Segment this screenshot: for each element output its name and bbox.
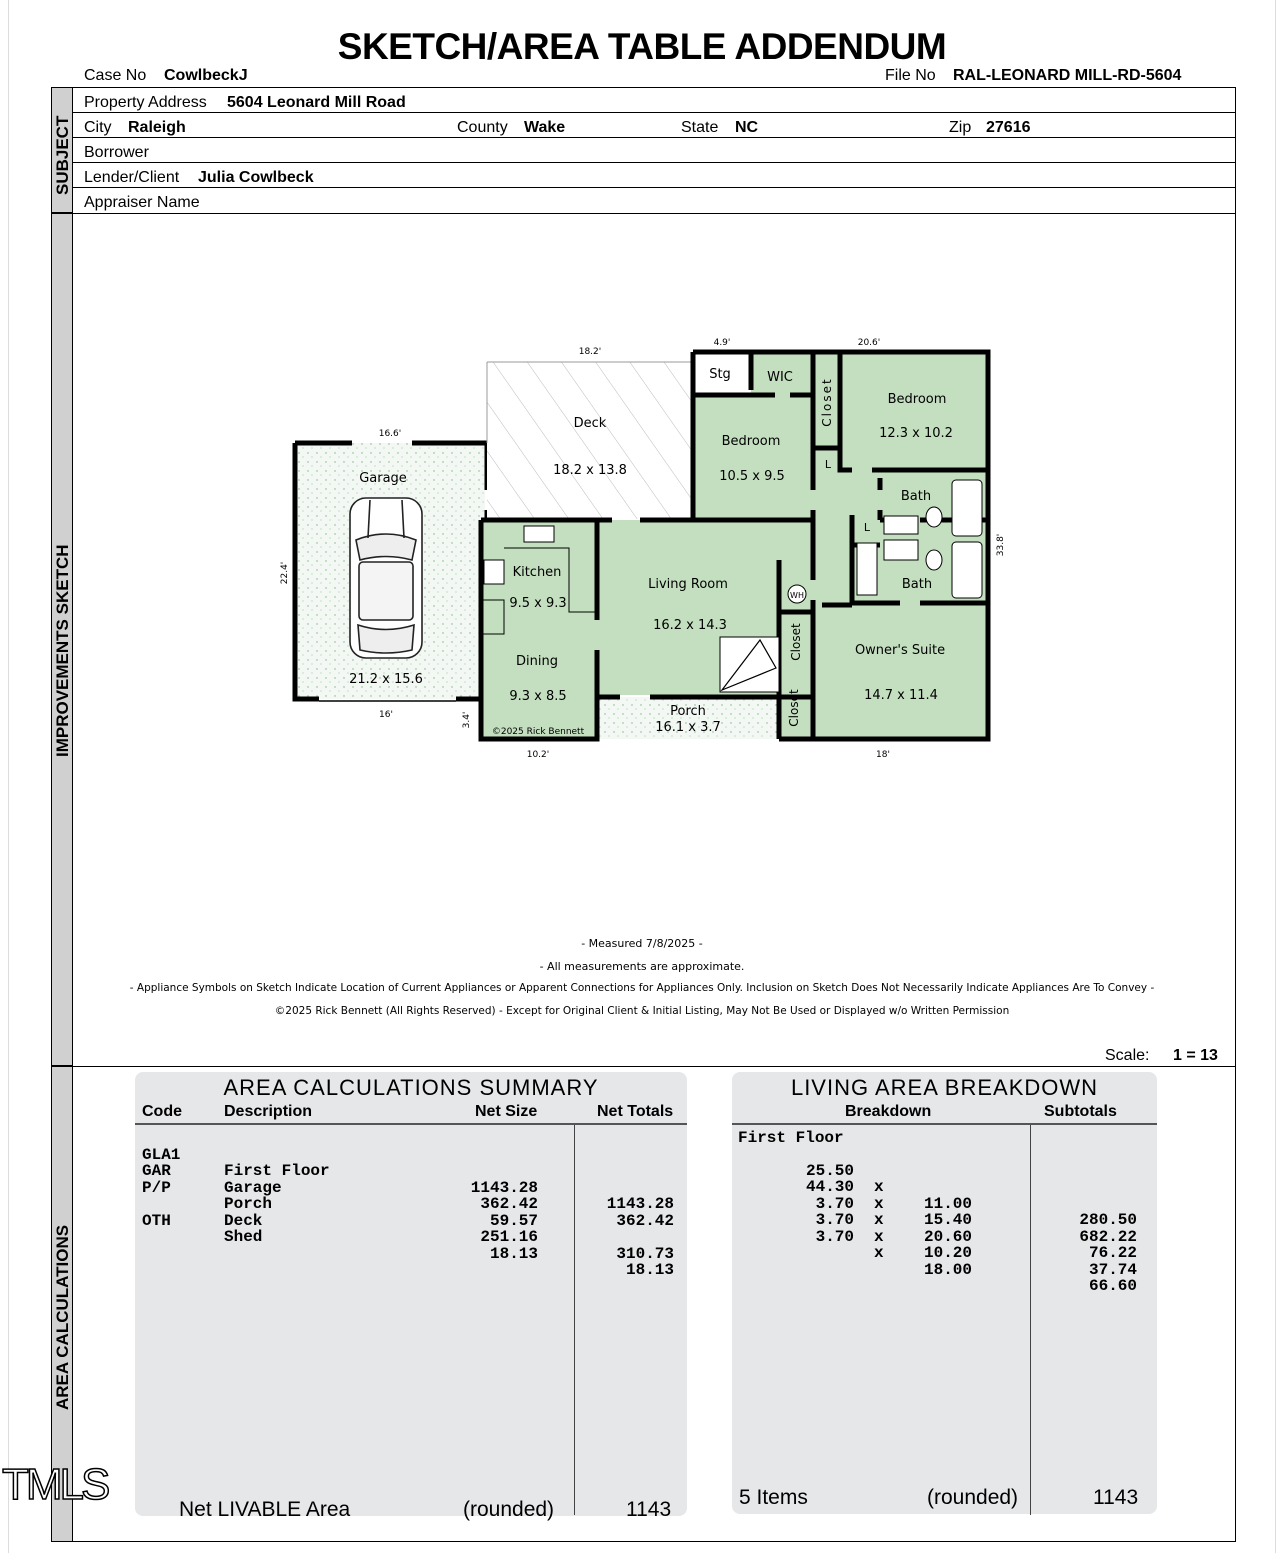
state-label: State	[681, 119, 719, 136]
page-edge	[8, 0, 9, 1553]
file-label: File No	[885, 67, 936, 84]
file-number: RAL-LEONARD MILL-RD-5604	[953, 67, 1182, 84]
floor-plan-sketch	[270, 330, 1010, 765]
times-sign: x	[874, 1227, 884, 1246]
row-size: 362.42	[480, 1195, 538, 1213]
row-size: 59.57	[489, 1211, 538, 1230]
sketch-copyright: ©2025 Rick Bennett	[491, 727, 585, 737]
dim-porch-left: 3.4'	[462, 711, 472, 729]
sketch-section-label: IMPROVEMENTS SKETCH	[53, 544, 72, 757]
dim-a: 44.30	[805, 1178, 854, 1196]
row-desc: Garage	[224, 1178, 282, 1197]
breakdown-header-rule	[732, 1123, 1157, 1125]
row-divider	[73, 137, 1236, 138]
col-net-totals: Net Totals	[597, 1103, 674, 1120]
subject-sidebar	[51, 87, 73, 213]
dim-bedroom-top: 20.6'	[857, 338, 881, 348]
closet-label: Closet	[820, 377, 834, 427]
summary-column-rule	[574, 1125, 575, 1515]
area-summary-title: AREA CALCULATIONS SUMMARY	[223, 1075, 599, 1100]
owners-suite-label: Owner's Suite	[854, 643, 946, 658]
kitchen-label: Kitchen	[512, 565, 562, 580]
row-desc: Porch	[224, 1195, 273, 1213]
note-measured: - Measured 7/8/2025 -	[581, 937, 703, 950]
dim-suite-bottom: 18'	[876, 750, 890, 760]
scale-value: 1 = 13	[1173, 1047, 1218, 1064]
deck-label: Deck	[573, 416, 607, 431]
breakdown-total: 1143	[1093, 1486, 1139, 1509]
row-divider	[73, 112, 1236, 113]
zip-label: Zip	[949, 119, 972, 136]
row-divider	[73, 162, 1236, 163]
row-code: P/P	[142, 1178, 171, 1197]
row-code: GAR	[142, 1162, 171, 1180]
lender-label: Lender/Client	[84, 169, 180, 186]
row-total: 310.73	[616, 1244, 674, 1263]
row-desc: First Floor	[224, 1162, 330, 1180]
note-approximate: - All measurements are approximate.	[539, 960, 745, 973]
bath-1-label: Bath	[900, 489, 932, 504]
row-divider	[73, 187, 1236, 188]
borrower-label: Borrower	[84, 144, 149, 161]
note-appliances: - Appliance Symbols on Sketch Indicate Location of Current Appliances or Apparent Connections for Appliances Only. Inclusion on Sketch Does Not Necessarily Indicate Appliances Are To Convey -	[129, 982, 1155, 994]
address-label: Property Address	[84, 94, 207, 111]
bath-2-label: Bath	[901, 577, 933, 592]
dim-garage-bottom: 16'	[379, 710, 393, 720]
row-desc: Deck	[224, 1211, 263, 1230]
dim-a: 3.70	[815, 1227, 854, 1246]
closet-label: Closet	[789, 623, 803, 661]
dim-deck-top: 18.2'	[578, 347, 602, 357]
breakdown-group-label: First Floor	[738, 1129, 844, 1147]
dim-b: 20.60	[923, 1227, 972, 1246]
bedroom-2-size: 10.5 x 9.5	[719, 469, 785, 484]
owners-suite-size: 14.7 x 11.4	[864, 688, 938, 703]
dim-dining-bottom: 10.2'	[526, 750, 550, 760]
row-desc: Shed	[224, 1228, 263, 1246]
row-size: 1143.28	[470, 1178, 538, 1197]
net-livable-rounded: (rounded)	[463, 1498, 555, 1521]
dining-label: Dining	[516, 654, 558, 669]
row-code: OTH	[142, 1211, 171, 1230]
living-room-size: 16.2 x 14.3	[653, 618, 727, 633]
row-code: GLA1	[142, 1145, 181, 1164]
fireplace-icon	[720, 637, 779, 692]
water-heater-label: WH	[790, 591, 804, 600]
row-total: 362.42	[616, 1211, 674, 1230]
garage-label: Garage	[359, 471, 407, 486]
city-value: Raleigh	[128, 119, 186, 136]
bedroom-1-label: Bedroom	[887, 392, 947, 407]
times-sign: x	[874, 1178, 884, 1196]
garage-size: 21.2 x 15.6	[349, 672, 423, 687]
row-total: 18.13	[625, 1261, 674, 1279]
porch-label: Porch	[670, 704, 706, 719]
subtotal: 37.74	[1088, 1260, 1137, 1279]
living-room-label: Living Room	[648, 577, 728, 592]
subtotal: 682.22	[1079, 1227, 1137, 1246]
subtotal: 280.50	[1079, 1211, 1137, 1229]
col-breakdown: Breakdown	[845, 1103, 932, 1120]
dim-a: 25.50	[805, 1161, 854, 1180]
row-divider	[51, 213, 1236, 214]
col-code: Code	[142, 1103, 182, 1120]
col-net-size: Net Size	[475, 1103, 538, 1120]
dim-garage-left: 22.4'	[280, 561, 290, 585]
dim-right-side: 33.8'	[996, 533, 1006, 557]
times-sign: x	[874, 1244, 884, 1262]
zip-value: 27616	[986, 119, 1031, 136]
case-label: Case No	[84, 67, 147, 84]
dim-storage-top: 4.9'	[713, 338, 731, 348]
row-divider	[51, 1066, 1236, 1067]
deck-size: 18.2 x 13.8	[553, 463, 627, 478]
mls-watermark: TMLS	[2, 1460, 108, 1509]
living-breakdown-title: LIVING AREA BREAKDOWN	[790, 1075, 1099, 1100]
subject-label: SUBJECT	[53, 115, 72, 195]
breakdown-rounded: (rounded)	[927, 1486, 1019, 1509]
county-label: County	[457, 119, 508, 136]
wic-label: WIC	[767, 370, 793, 385]
subtotal: 66.60	[1088, 1277, 1137, 1295]
breakdown-items-count: 5 Items	[739, 1486, 808, 1509]
porch-size: 16.1 x 3.7	[655, 720, 721, 735]
area-summary-panel	[135, 1072, 687, 1516]
col-description: Description	[224, 1103, 313, 1120]
bedroom-1-size: 12.3 x 10.2	[879, 426, 953, 441]
scale-label: Scale:	[1105, 1047, 1150, 1064]
row-size: 251.16	[480, 1228, 538, 1246]
net-livable-label: Net LIVABLE Area	[179, 1498, 351, 1521]
summary-header-rule	[135, 1123, 687, 1125]
area-section-label: AREA CALCULATIONS	[53, 1224, 72, 1410]
deck-hatch	[487, 362, 693, 519]
note-copyright: ©2025 Rick Bennett (All Rights Reserved) - Except for Original Client & Initial Listing, May Not Be Used or Displayed w/o Written Permission	[274, 1005, 1010, 1017]
city-label: City	[84, 119, 112, 136]
dim-b: 11.00	[923, 1194, 972, 1213]
breakdown-rows	[738, 1146, 1138, 1295]
dim-b: 10.20	[923, 1244, 972, 1262]
linen-label: L	[863, 521, 871, 534]
address-value: 5604 Leonard Mill Road	[227, 94, 406, 111]
dim-a: 3.70	[815, 1211, 854, 1229]
dining-size: 9.3 x 8.5	[509, 689, 567, 704]
storage-label: Stg	[709, 367, 731, 382]
linen-label: L	[824, 458, 832, 471]
county-value: Wake	[524, 119, 566, 136]
bedroom-2-label: Bedroom	[721, 434, 781, 449]
kitchen-size: 9.5 x 9.3	[509, 596, 567, 611]
dim-garage-top: 16.6'	[378, 429, 402, 439]
times-sign: x	[874, 1194, 884, 1213]
dim-b: 15.40	[923, 1211, 972, 1229]
col-subtotals: Subtotals	[1044, 1103, 1117, 1120]
car-icon	[350, 498, 422, 658]
state-value: NC	[735, 119, 759, 136]
lender-value: Julia Cowlbeck	[198, 169, 314, 186]
closet-label: Closet	[787, 689, 801, 727]
page-title: SKETCH/AREA TABLE ADDENDUM	[337, 26, 947, 67]
dim-a: 3.70	[815, 1194, 854, 1213]
summary-rows	[142, 1130, 674, 1279]
case-number: CowlbeckJ	[164, 67, 248, 84]
row-total: 1143.28	[606, 1195, 674, 1213]
net-livable-value: 1143	[626, 1498, 672, 1521]
page-edge	[1275, 0, 1276, 1553]
times-sign: x	[874, 1211, 884, 1229]
row-size: 18.13	[489, 1244, 538, 1263]
dim-b: 18.00	[923, 1260, 972, 1279]
appraiser-label: Appraiser Name	[84, 194, 200, 211]
subtotal: 76.22	[1088, 1244, 1137, 1262]
